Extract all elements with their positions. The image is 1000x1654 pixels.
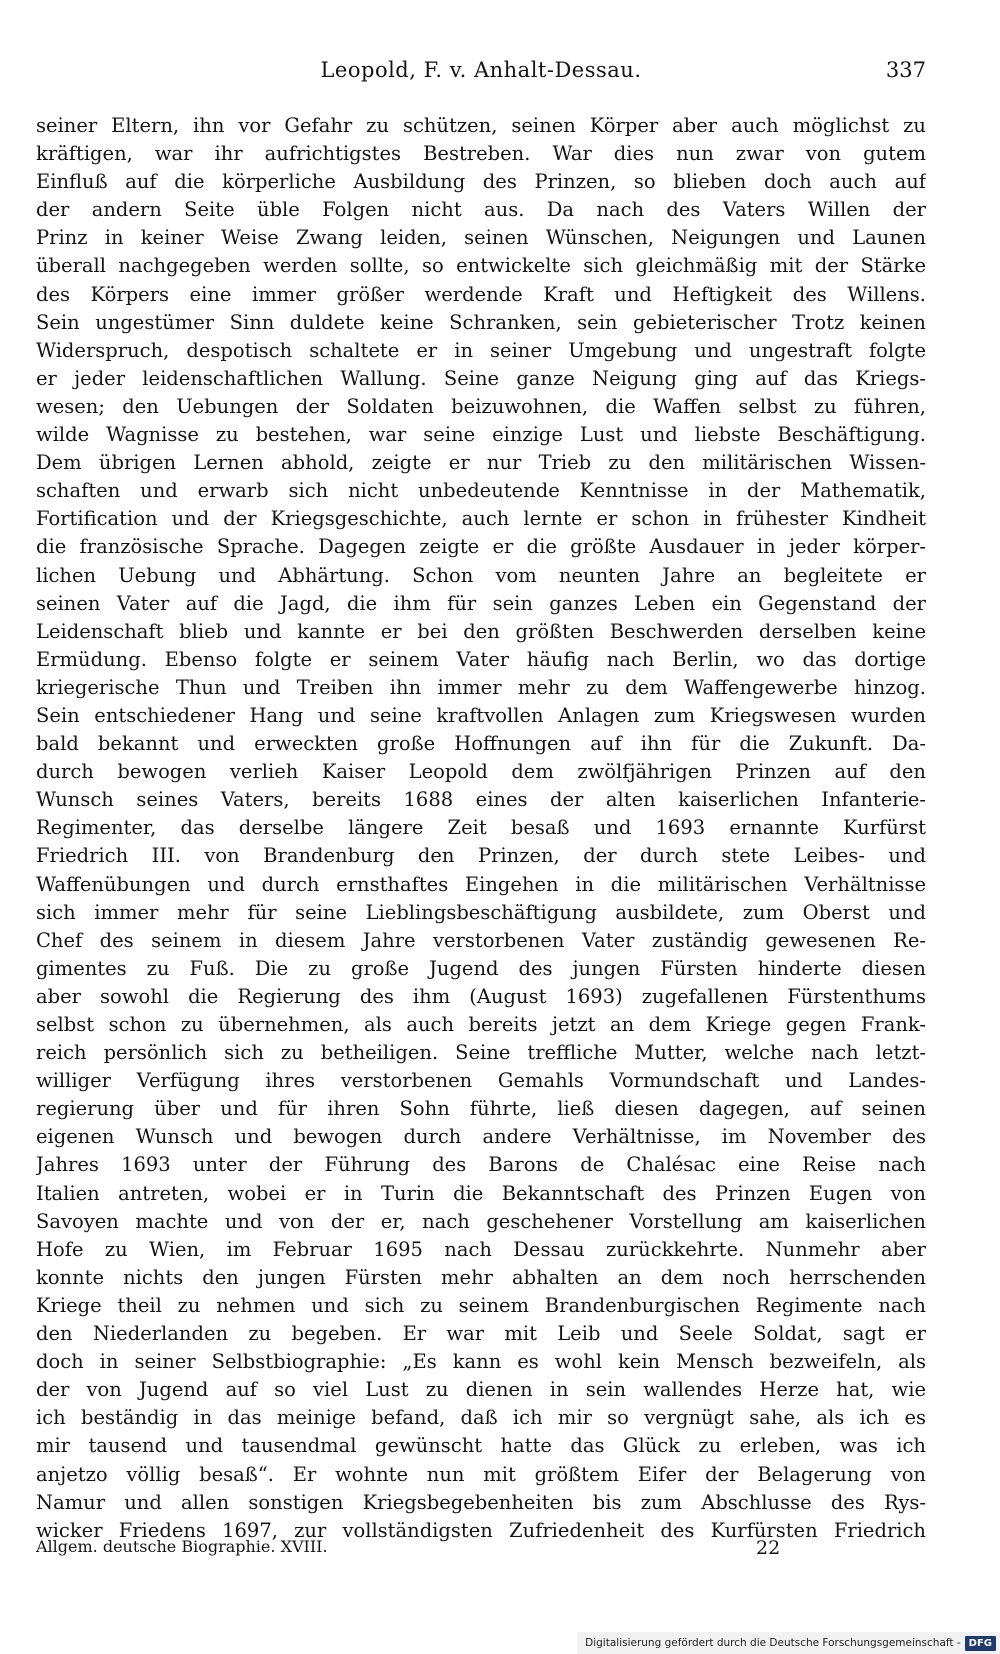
- text-line: wesen; den Uebungen der Soldaten beizuwohnen, die Waffen selbst zu führen,: [36, 394, 926, 418]
- text-line: lichen Uebung und Abhärtung. Schon vom neunten Jahre an begleitete er: [36, 563, 926, 587]
- text-line: seiner Eltern, ihn vor Gefahr zu schützen, seinen Körper aber auch möglichst zu: [36, 114, 926, 137]
- text-line: Fortification und der Kriegsgeschichte, auch lernte er schon in frühester Kindheit: [36, 507, 926, 531]
- text-line: seinen Vater auf die Jagd, die ihm für sein ganzes Leben ein Gegenstand der: [36, 591, 926, 615]
- text-line: regierung über und für ihren Sohn führte, ließ diesen dagegen, auf seinen: [36, 1097, 926, 1121]
- text-line: die französische Sprache. Dagegen zeigte er die größte Ausdauer in jeder körper-: [36, 535, 926, 559]
- text-line: anjetzo völlig besaß“. Er wohnte nun mit größtem Eifer der Belagerung von: [36, 1462, 926, 1486]
- text-line: der andern Seite üble Folgen nicht aus. Da nach des Vaters Willen der: [36, 198, 926, 222]
- text-line: Sein entschiedener Hang und seine kraftvollen Anlagen zum Kriegswesen wurden: [36, 703, 926, 727]
- digitization-credit: [577, 1632, 1000, 1654]
- text-line: Prinz in keiner Weise Zwang leiden, seinen Wünschen, Neigungen und Launen: [36, 226, 926, 250]
- text-line: Waffenübungen und durch ernsthaftes Eingehen in die militärischen Verhältnisse: [36, 872, 926, 896]
- text-line: eigenen Wunsch und bewogen durch andere Verhältnisse, im November des: [36, 1125, 926, 1149]
- text-line: konnte nichts den jungen Fürsten mehr abhalten an dem noch herrschenden: [36, 1265, 926, 1289]
- text-line: selbst schon zu übernehmen, als auch bereits jetzt an dem Kriege gegen Frank-: [36, 1013, 926, 1036]
- text-line: Chef des seinem in diesem Jahre verstorbenen Vater zuständig gewesenen Re-: [36, 928, 926, 952]
- text-line: Hofe zu Wien, im Februar 1695 nach Dessau zurückkehrte. Nunmehr aber: [36, 1237, 926, 1261]
- text-line: aber sowohl die Regierung des ihm (August 1693) zugefallenen Fürstenthums: [36, 984, 926, 1008]
- text-line: Einfluß auf die körperliche Ausbildung des Prinzen, so blieben doch auch auf: [36, 170, 926, 194]
- text-line: Kriege theil zu nehmen und sich zu seinem Brandenburgischen Regimente nach: [36, 1293, 926, 1317]
- text-line: wilde Wagnisse zu bestehen, war seine einzige Lust und liebste Beschäftigung.: [36, 423, 926, 447]
- text-line: sich immer mehr für seine Lieblingsbeschäftigung ausbildete, zum Oberst und: [36, 900, 926, 924]
- text-line: Ermüdung. Ebenso folgte er seinem Vater häufig nach Berlin, wo das dortige: [36, 647, 926, 671]
- text-line: reich persönlich sich zu betheiligen. Seine treffliche Mutter, welche nach letzt-: [36, 1041, 926, 1065]
- text-line: Wunsch seines Vaters, bereits 1688 eines der alten kaiserlichen Infanterie-: [36, 788, 926, 812]
- text-line: ich beständig in das meinige befand, daß ich mir so vergnügt sahe, als ich es: [36, 1406, 926, 1430]
- text-line: Italien antreten, wobei er in Turin die Bekanntschaft des Prinzen Eugen von: [36, 1181, 926, 1205]
- text-line: schaften und erwarb sich nicht unbedeutende Kenntnisse in der Mathematik,: [36, 479, 926, 503]
- text-line: kräftigen, war ihr aufrichtigstes Bestreben. War dies nun zwar von gutem: [36, 142, 926, 166]
- text-line: er jeder leidenschaftlichen Wallung. Seine ganze Neigung ging auf das Kriegs-: [36, 366, 926, 390]
- text-line: mir tausend und tausendmal gewünscht hatte das Glück zu erleben, was ich: [36, 1434, 926, 1458]
- text-line: doch in seiner Selbstbiographie: „Es kann es wohl kein Mensch bezweifeln, als: [36, 1350, 926, 1374]
- text-line: Jahres 1693 unter der Führung des Barons de Chalésac eine Reise nach: [36, 1153, 926, 1177]
- page-footer: [36, 1537, 926, 1565]
- sheet-signature: 22: [756, 1537, 781, 1559]
- text-line: Leidenschaft blieb und kannte er bei den größten Beschwerden derselben keine: [36, 619, 926, 643]
- text-line: Regimenter, das derselbe längere Zeit besaß und 1693 ernannte Kurfürst: [36, 816, 926, 840]
- dfg-logo: DFG: [965, 1636, 996, 1651]
- text-line: wicker Friedens 1697, zur vollständigsten Zufriedenheit des Kurfürsten Friedrich: [36, 1518, 926, 1542]
- text-line: Widerspruch, despotisch schaltete er in seiner Umgebung und ungestraft folgte: [36, 338, 926, 362]
- text-line: Savoyen machte und von der er, nach geschehener Vorstellung am kaiserlichen: [36, 1209, 926, 1233]
- text-line: Dem übrigen Lernen abhold, zeigte er nur Trieb zu den militärischen Wissen-: [36, 451, 926, 475]
- footer-publication: Allgem. deutsche Biographie. XVIII.: [36, 1537, 328, 1556]
- text-line: Friedrich III. von Brandenburg den Prinzen, der durch stete Leibes- und: [36, 844, 926, 868]
- text-line: bald bekannt und erweckten große Hoffnungen auf ihn für die Zukunft. Da-: [36, 732, 926, 756]
- text-line: kriegerische Thun und Treiben ihn immer mehr zu dem Waffengewerbe hinzog.: [36, 675, 926, 699]
- text-line: gimentes zu Fuß. Die zu große Jugend des jungen Fürsten hinderte diesen: [36, 956, 926, 980]
- text-line: Sein ungestümer Sinn duldete keine Schranken, sein gebieterischer Trotz keinen: [36, 310, 926, 334]
- text-line: überall nachgegeben werden sollte, so entwickelte sich gleichmäßig mit der Stärke: [36, 254, 926, 278]
- text-line: der von Jugend auf so viel Lust zu dienen in sein wallendes Herze hat, wie: [36, 1378, 926, 1402]
- body-text: [36, 112, 926, 1545]
- text-line: williger Verfügung ihres verstorbenen Gemahls Vormundschaft und Landes-: [36, 1069, 926, 1093]
- running-head-title: Leopold, F. v. Anhalt-Dessau.: [320, 58, 642, 82]
- page-number: 337: [885, 58, 926, 82]
- text-line: den Niederlanden zu begeben. Er war mit Leib und Seele Soldat, sagt er: [36, 1322, 926, 1346]
- text-line: Namur und allen sonstigen Kriegsbegebenheiten bis zum Abschlusse des Rys-: [36, 1490, 926, 1514]
- text-line: des Körpers eine immer größer werdende Kraft und Heftigkeit des Willens.: [36, 282, 926, 306]
- running-head: [36, 58, 926, 92]
- text-line: durch bewogen verlieh Kaiser Leopold dem zwölfjährigen Prinzen auf den: [36, 760, 926, 784]
- credit-text: Digitalisierung gefördert durch die Deutsche Forschungsgemeinschaft -: [585, 1637, 961, 1649]
